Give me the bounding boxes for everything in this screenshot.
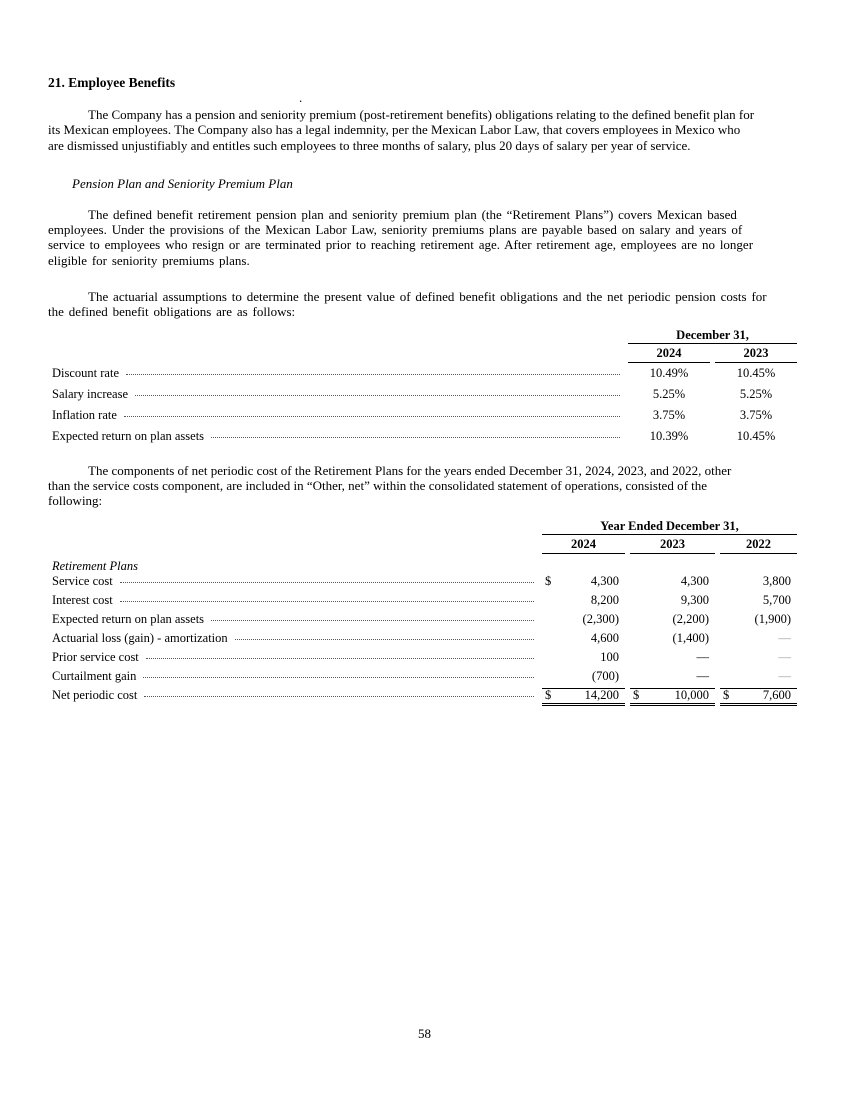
- cell-value: (1,900): [754, 611, 791, 626]
- table-row: [52, 669, 797, 688]
- currency-symbol: $: [633, 688, 640, 703]
- paragraph-line: The components of net periodic cost of the Retirement Plans for the years ended December 31, 2024, 2023, and 2022, other: [88, 462, 732, 478]
- leader-dots: [144, 696, 534, 697]
- cell: [630, 650, 715, 665]
- cell-value: 10.39%: [649, 428, 689, 443]
- cell: [630, 612, 715, 627]
- cost-rows: [52, 554, 797, 707]
- page-number: 58: [418, 1026, 431, 1041]
- cell-value: 4,600: [590, 630, 619, 645]
- paragraph-line: than the service costs component, are included in “Other, net” within the consolidated statement of operations, consisted of the: [48, 477, 708, 493]
- leader-dots: [235, 639, 534, 640]
- year-header-2022: 2022: [720, 536, 797, 554]
- cell-value: 3,800: [762, 573, 791, 588]
- cell: [542, 593, 625, 608]
- row-label: Prior service cost: [52, 649, 139, 664]
- assumptions-rows: [52, 363, 797, 450]
- cell-value: —: [778, 668, 791, 683]
- row-label: Discount rate: [52, 365, 119, 380]
- cell: [720, 593, 797, 608]
- table-row: [52, 429, 797, 450]
- row-label: Expected return on plan assets: [52, 611, 205, 626]
- cell-value: —: [778, 649, 791, 664]
- cell-value: —: [696, 649, 709, 664]
- table-row: [52, 631, 797, 650]
- leader-dots: [135, 395, 620, 396]
- table-row: [52, 408, 797, 429]
- leader-dots: [211, 620, 534, 621]
- table-row: [52, 387, 797, 408]
- paragraph-intro: [48, 107, 800, 153]
- net-periodic-cost-table: [52, 518, 797, 707]
- currency-symbol: $: [545, 573, 552, 588]
- paragraph-line: The defined benefit retirement pension plan and seniority premium plan (the “Retirement Plans”) covers Mexican based: [88, 206, 737, 222]
- period-header-row: [52, 327, 797, 344]
- currency-symbol: $: [545, 688, 552, 703]
- paragraph-line: its Mexican employees. The Company also has a legal indemnity, per the Mexican Labor Law, that covers employees in Mexico who: [48, 122, 741, 138]
- paragraph-assumptions: [48, 289, 800, 320]
- row-label: Service cost: [52, 573, 113, 588]
- year-header-row: [52, 345, 797, 363]
- cell-value: 100: [600, 649, 619, 664]
- stray-period: .: [299, 90, 303, 105]
- paragraph-line: eligible for seniority premiums plans.: [48, 252, 250, 268]
- year-header-2023: 2023: [715, 345, 797, 363]
- paragraph-line: service to employees who resign or are terminated prior to reaching retirement age. After retirement age, employees are no longer: [48, 237, 754, 253]
- table-row: [52, 650, 797, 669]
- paragraph-retirement-plans: [48, 207, 800, 268]
- assumptions-table: [52, 327, 797, 450]
- cell-value: (2,300): [582, 611, 619, 626]
- cell-value: 10.45%: [736, 365, 776, 380]
- cell-value: (1,400): [672, 630, 709, 645]
- table-row: [52, 574, 797, 593]
- cell-value: 4,300: [590, 573, 619, 588]
- cell-value: 10.45%: [736, 428, 776, 443]
- cell-value: (700): [591, 668, 619, 683]
- section-heading: 21. Employee Benefits: [48, 75, 176, 90]
- leader-dots: [143, 677, 534, 678]
- paragraph-line: the defined benefit obligations are as follows:: [48, 304, 296, 320]
- cell-value: 9,300: [680, 592, 709, 607]
- row-label: Net periodic cost: [52, 688, 138, 703]
- paragraph-line: are dismissed unjustifiably and entitles such employees to three months of salary, plus 20 days of salary per year of service.: [48, 137, 691, 153]
- leader-dots: [146, 658, 534, 659]
- cell-value: 4,300: [680, 573, 709, 588]
- cell: [542, 669, 625, 684]
- year-header-row: [52, 536, 797, 554]
- cell-value: (2,200): [672, 611, 709, 626]
- row-label: Actuarial loss (gain) - amortization: [52, 630, 228, 645]
- cell: [720, 612, 797, 627]
- period-header: December 31,: [628, 327, 797, 344]
- row-label: Curtailment gain: [52, 668, 137, 683]
- cell-value: 14,200: [584, 688, 619, 703]
- cell: [630, 688, 715, 706]
- cell-value: —: [778, 630, 791, 645]
- cell: [542, 688, 625, 706]
- cell-value: 7,600: [762, 688, 791, 703]
- leader-dots: [124, 416, 620, 417]
- row-label: Expected return on plan assets: [52, 428, 205, 443]
- leader-dots: [120, 582, 534, 583]
- cell-value: —: [696, 668, 709, 683]
- leader-dots: [126, 374, 620, 375]
- cell: [542, 574, 625, 589]
- year-header-2024: 2024: [542, 536, 625, 554]
- cell: [630, 574, 715, 589]
- cell-value: 3.75%: [652, 407, 686, 422]
- row-label: Inflation rate: [52, 407, 117, 422]
- cell: [630, 631, 715, 646]
- paragraph-net-periodic-cost: [48, 463, 800, 509]
- cell: [720, 650, 797, 665]
- paragraph-line: The Company has a pension and seniority premium (post-retirement benefits) obligations relating to the defined benefit plan for: [88, 107, 755, 122]
- period-header-row: [52, 518, 797, 535]
- paragraph-line: The actuarial assumptions to determine the present value of defined benefit obligations and the net periodic pension costs for: [88, 289, 767, 305]
- cell: [720, 574, 797, 589]
- currency-symbol: $: [723, 688, 730, 703]
- cell: [720, 631, 797, 646]
- paragraph-line: following:: [48, 493, 103, 509]
- leader-dots: [120, 601, 534, 602]
- row-label: Interest cost: [52, 592, 113, 607]
- total-row: [52, 688, 797, 707]
- table-section-label: Retirement Plans: [52, 558, 138, 573]
- table-row: [52, 366, 797, 387]
- table-row: [52, 593, 797, 612]
- cell-value: 8,200: [590, 592, 619, 607]
- cell-value: 3.75%: [739, 407, 773, 422]
- cell: [630, 669, 715, 684]
- year-header-2024: 2024: [628, 345, 710, 363]
- cell: [542, 650, 625, 665]
- cell-value: 5.25%: [652, 386, 686, 401]
- row-label: Salary increase: [52, 386, 129, 401]
- cell-value: 5,700: [762, 592, 791, 607]
- subsection-heading: Pension Plan and Seniority Premium Plan: [72, 175, 293, 191]
- cell: [720, 669, 797, 684]
- cell-value: 10,000: [674, 688, 709, 703]
- cell-value: 10.49%: [649, 365, 689, 380]
- table-row: [52, 612, 797, 631]
- cell: [630, 593, 715, 608]
- cell: [542, 612, 625, 627]
- year-header-2023: 2023: [630, 536, 715, 554]
- cell: [542, 631, 625, 646]
- cell-value: 5.25%: [739, 386, 773, 401]
- cell: [720, 688, 797, 706]
- leader-dots: [211, 437, 620, 438]
- period-header: Year Ended December 31,: [542, 518, 797, 535]
- paragraph-line: employees. Under the provisions of the Mexican Labor Law, seniority premiums plans are payable based on salary and years of: [48, 222, 743, 238]
